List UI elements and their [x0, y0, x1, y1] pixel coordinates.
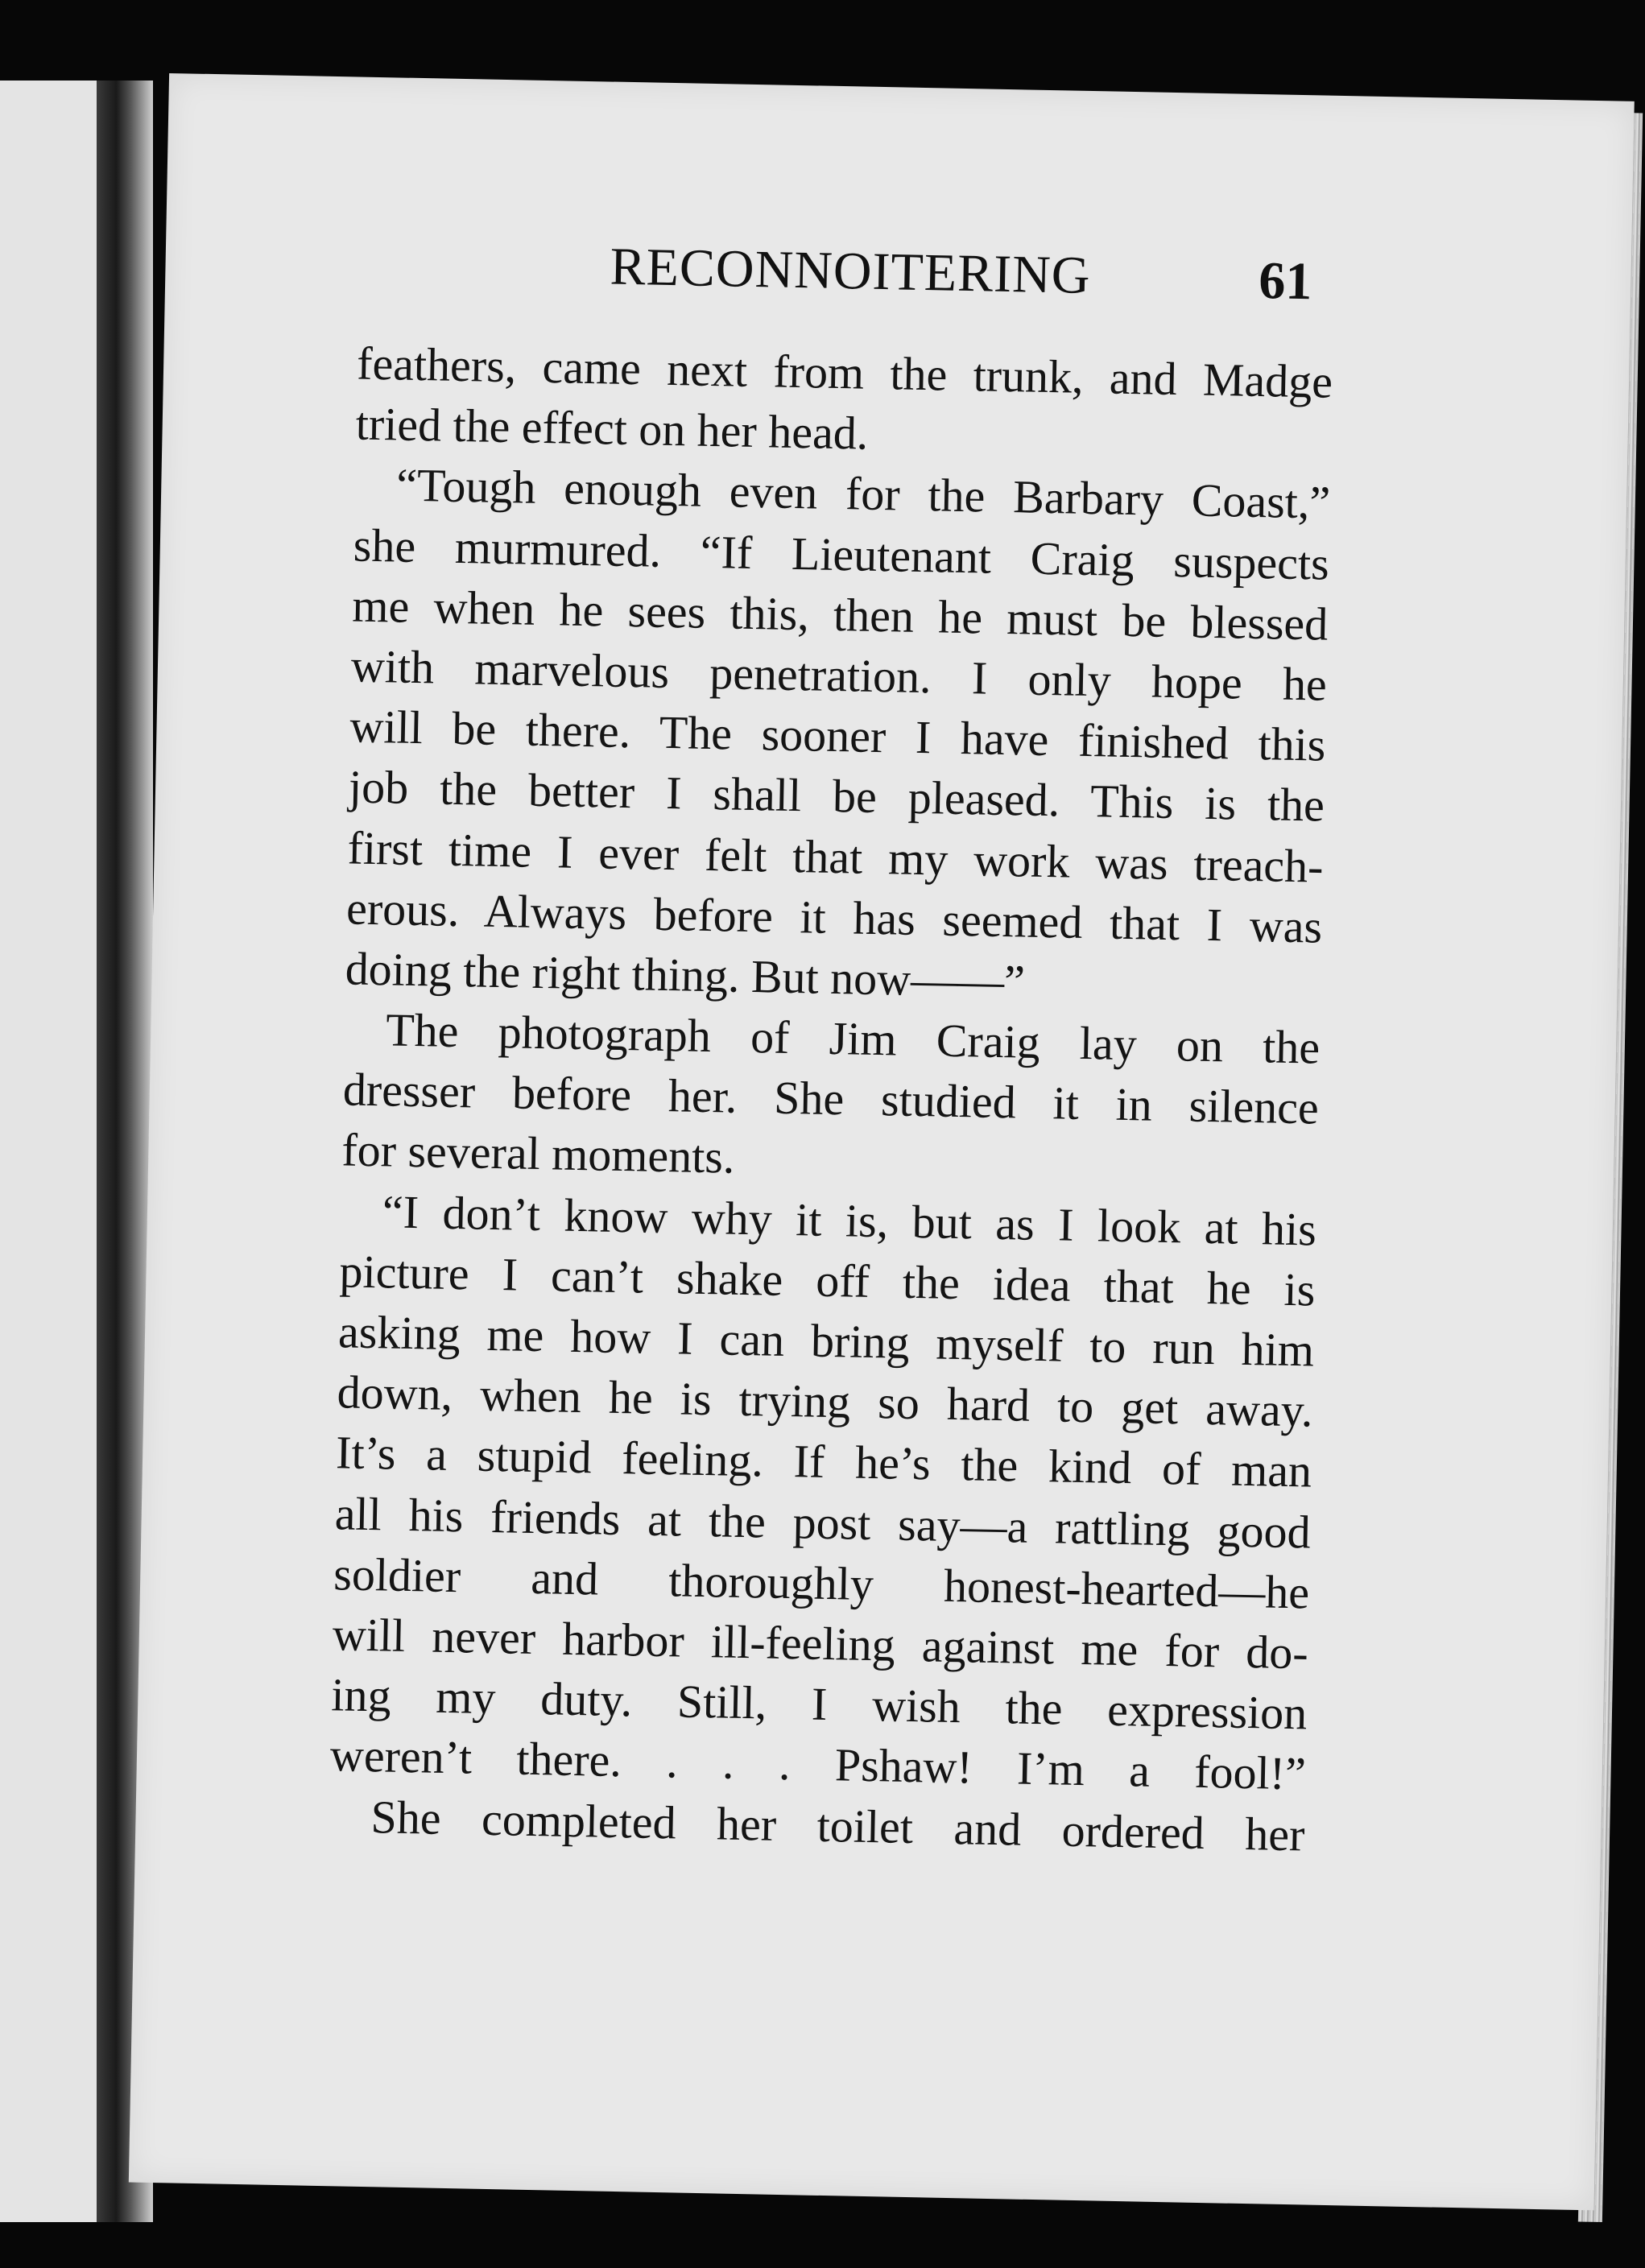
text-line: job the better I shall be pleased. This is the [348, 760, 1325, 832]
text-line: me when he sees this, then he must be blessed [351, 579, 1329, 651]
text-line: It’s a stupid feeling. If he’s the kind of man [335, 1426, 1312, 1498]
text-line: She completed her toilet and ordered her [370, 1790, 1306, 1861]
page-number: 61 [1258, 250, 1313, 312]
text-line: all his friends at the post say—a rattling good [334, 1486, 1312, 1559]
text-line: feathers, came next from the trunk, and Madge [356, 337, 1333, 408]
text-line: first time I ever felt that my work was treach- [347, 820, 1325, 893]
text-line: ing my duty. Still, I wish the expression [330, 1668, 1308, 1740]
text-line: erous. Always before it has seemed that I was [345, 882, 1323, 953]
text-line: doing the right thing. But now——” [345, 942, 1026, 1008]
text-line: weren’t there. . . . Pshaw! I’m a fool!” [329, 1729, 1307, 1800]
text-line: will be there. The sooner I have finished this [349, 700, 1326, 771]
text-line: “I don’t know why it is, but as I look at his [382, 1184, 1317, 1256]
text-line: for several moments. [341, 1123, 736, 1184]
text-line: will never harbor ill-feeling against me for do- [332, 1608, 1309, 1679]
text-line: The photograph of Jim Craig lay on the [385, 1003, 1321, 1074]
text-line: picture I can’t shake off the idea that he is [338, 1245, 1316, 1316]
text-line: asking me how I can bring myself to run him [337, 1305, 1315, 1377]
book-page [129, 73, 1635, 2210]
text-line: tried the effect on her head. [355, 397, 869, 460]
running-head [165, 228, 1631, 328]
running-title: RECONNOITERING [609, 237, 1092, 305]
text-body [329, 333, 1333, 1865]
text-line: soldier and thoroughly honest-hearted—he [333, 1547, 1310, 1619]
text-line: dresser before her. She studied it in silence [342, 1063, 1320, 1134]
text-line: “Tough enough even for the Barbary Coast,” [395, 458, 1331, 530]
text-line: down, when he is trying so hard to get away. [337, 1365, 1314, 1437]
text-line: with marvelous penetration. I only hope he [350, 639, 1328, 711]
text-line: she murmured. “If Lieutenant Craig suspects [353, 518, 1330, 590]
